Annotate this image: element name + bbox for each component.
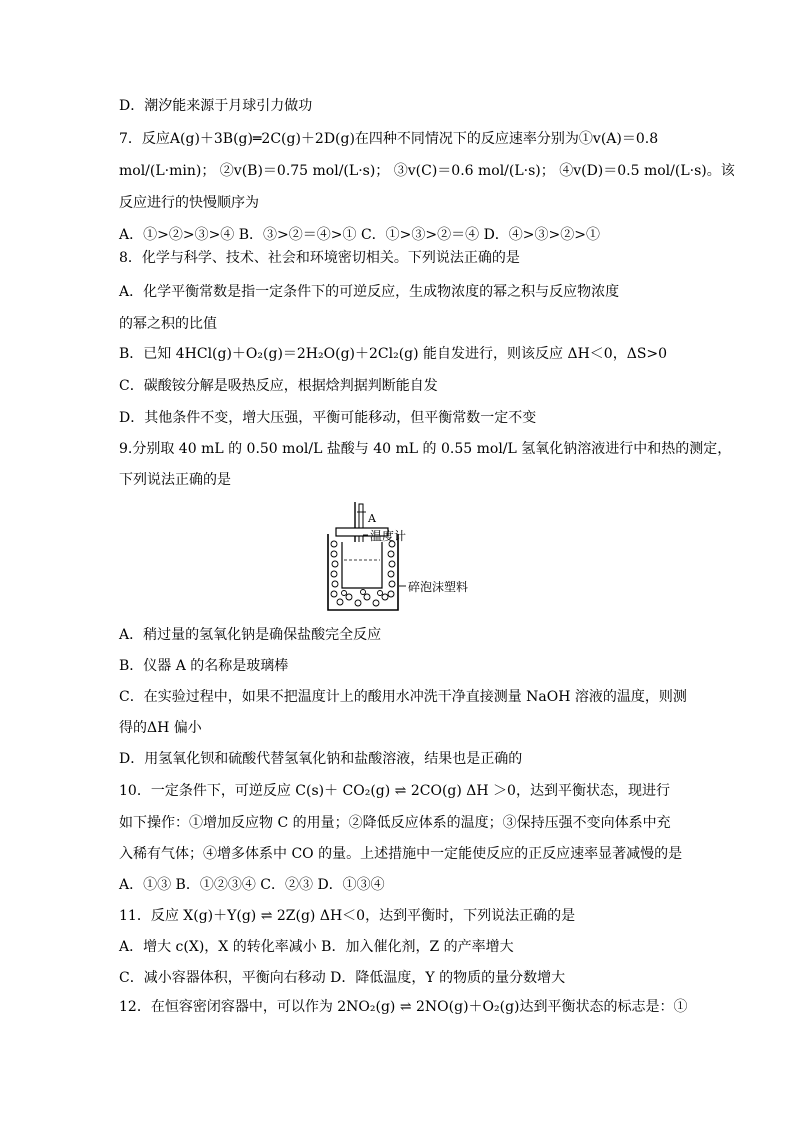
text-line: B．已知 4HCl(g)＋O₂(g)＝2H₂O(g)＋2Cl₂(g) 能自发进行，则该反应 ΔH＜0，ΔS>0 xyxy=(119,346,668,362)
text-line: 反应进行的快慢顺序为 xyxy=(119,195,259,211)
text-line: A．①>②>③>④ B．③>②＝④>① C．①>③>②＝④ D．④>③>②>① xyxy=(119,227,600,243)
text-line: mol/(L·min)； ②v(B)＝0.75 mol/(L·s)； ③v(C)＝0.6 mol/(L·s)； ④v(D)＝0.5 mol/(L·s)。该 xyxy=(119,163,735,179)
text-line: 入稀有气体；④增多体系中 CO 的量。上述措施中一定能使反应的正反应速率显著减慢的是 xyxy=(119,846,683,862)
text-line: C．在实验过程中，如果不把温度计上的酸用水冲洗干净直接测量 NaOH 溶液的温度，则测 xyxy=(119,689,687,705)
text-line: C．碳酸铵分解是吸热反应，根据焓判据判断能自发 xyxy=(119,378,438,394)
text-line: C．减小容器体积，平衡向右移动 D．降低温度，Y 的物质的量分数增大 xyxy=(119,970,566,986)
label-foam: 碎泡沫塑料 xyxy=(408,580,469,594)
text-line: 9.分别取 40 mL 的 0.50 mol/L 盐酸与 40 mL 的 0.55 mol/L 氢氧化钠溶液进行中和热的测定， xyxy=(119,441,732,457)
text-line: 得的ΔH 偏小 xyxy=(119,720,202,736)
text-line: D．潮汐能来源于月球引力做功 xyxy=(119,98,313,114)
calorimeter-figure xyxy=(322,498,472,616)
text-line: 10．一定条件下，可逆反应 C(s)＋ CO₂(g) ⇌ 2CO(g) ΔH ＞0，达到平衡状态，现进行 xyxy=(119,783,670,799)
text-line: D．用氢氧化钡和硫酸代替氢氧化钠和盐酸溶液，结果也是正确的 xyxy=(119,751,523,767)
calorimeter-diagram xyxy=(322,498,472,616)
text-line: 11．反应 X(g)＋Y(g) ⇌ 2Z(g) ΔH＜0，达到平衡时，下列说法正确的是 xyxy=(119,908,576,924)
label-a: A xyxy=(368,512,376,525)
text-line: 7．反应A(g)＋3B(g)═2C(g)＋2D(g)在四种不同情况下的反应速率分别为①v(A)＝0.8 xyxy=(119,131,659,147)
text-line: A．①③ B．①②③④ C．②③ D．①③④ xyxy=(119,877,385,893)
text-line: 如下操作：①增加反应物 C 的用量；②降低反应体系的温度；③保持压强不变向体系中充 xyxy=(119,815,671,831)
text-line: 下列说法正确的是 xyxy=(119,472,231,488)
text-line: A．增大 c(X)，X 的转化率减小 B．加入催化剂，Z 的产率增大 xyxy=(119,939,514,955)
text-line: A．化学平衡常数是指一定条件下的可逆反应，生成物浓度的幂之积与反应物浓度 xyxy=(119,284,620,300)
text-line: 12．在恒容密闭容器中，可以作为 2NO₂(g) ⇌ 2NO(g)＋O₂(g)达到平衡状态的标志是：① xyxy=(119,999,688,1015)
text-line: A．稍过量的氢氧化钠是确保盐酸完全反应 xyxy=(119,627,382,643)
text-line: 的幂之积的比值 xyxy=(119,316,217,332)
label-thermometer: 温度计 xyxy=(370,529,407,543)
text-line: 8．化学与科学、技术、社会和环境密切相关。下列说法正确的是 xyxy=(119,250,520,266)
text-line: D．其他条件不变，增大压强，平衡可能移动，但平衡常数一定不变 xyxy=(119,410,537,426)
text-line: B．仪器 A 的名称是玻璃棒 xyxy=(119,658,289,674)
